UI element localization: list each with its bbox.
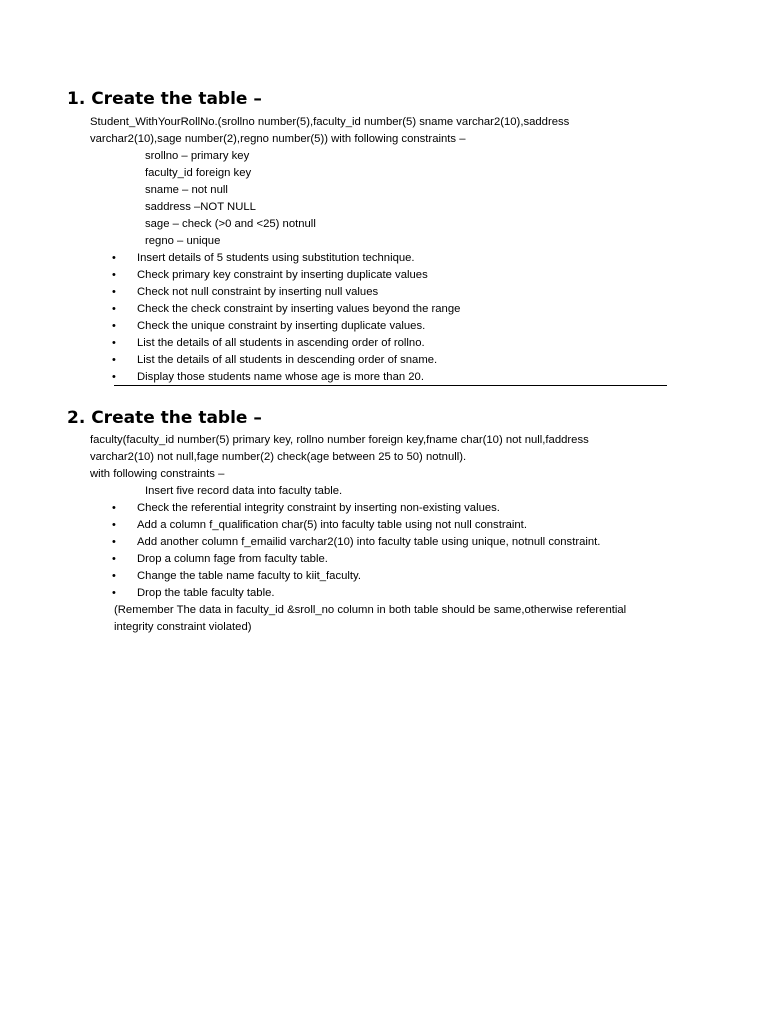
list-item: Add a column f_qualification char(5) into faculty table using not null constraint. — [137, 519, 527, 531]
bullet-icon: • — [112, 269, 116, 281]
note-line-1: (Remember The data in faculty_id &sroll_no column in both table should be same,otherwise referential — [114, 604, 627, 616]
constraint-item: srollno – primary key — [145, 150, 250, 162]
bullet-icon: • — [112, 502, 116, 514]
list-item: Drop the table faculty table. — [137, 587, 275, 599]
section-2-intro-line-2: varchar2(10) not null,fage number(2) check(age between 25 to 50) notnull). — [90, 451, 467, 463]
list-item: List the details of all students in descending order of sname. — [137, 354, 438, 366]
list-item: Display those students name whose age is more than 20. — [137, 371, 424, 383]
bullet-icon: • — [112, 286, 116, 298]
list-item: Check the referential integrity constraint by inserting non-existing values. — [137, 502, 500, 514]
section-2-heading: 2. Create the table – — [67, 408, 262, 428]
bullet-icon: • — [112, 320, 116, 332]
list-item: Check the unique constraint by inserting duplicate values. — [137, 320, 426, 332]
section-divider — [114, 385, 667, 386]
section-2-intro-line-1: faculty(faculty_id number(5) primary key, rollno number foreign key,fname char(10) not null,faddress — [90, 434, 589, 446]
constraint-item: faculty_id foreign key — [145, 167, 252, 179]
bullet-icon: • — [112, 536, 116, 548]
list-item: Insert details of 5 students using substitution technique. — [137, 252, 415, 264]
list-item: Drop a column fage from faculty table. — [137, 553, 328, 565]
bullet-icon: • — [112, 570, 116, 582]
constraint-item: sname – not null — [145, 184, 228, 196]
list-item: Check the check constraint by inserting values beyond the range — [137, 303, 461, 315]
list-item: Check primary key constraint by inserting duplicate values — [137, 269, 428, 281]
bullet-icon: • — [112, 337, 116, 349]
bullet-icon: • — [112, 519, 116, 531]
bullet-icon: • — [112, 354, 116, 366]
section-1-intro-line-1: Student_WithYourRollNo.(srollno number(5),faculty_id number(5) sname varchar2(10),saddress — [90, 116, 570, 128]
bullet-icon: • — [112, 587, 116, 599]
bullet-icon: • — [112, 252, 116, 264]
section-2-intro-line-3: with following constraints – — [90, 468, 225, 480]
bullet-icon: • — [112, 371, 116, 383]
bullet-icon: • — [112, 303, 116, 315]
constraint-item: saddress –NOT NULL — [145, 201, 256, 213]
section-1-intro-line-2: varchar2(10),sage number(2),regno number(5)) with following constraints – — [90, 133, 466, 145]
section-1-heading: 1. Create the table – — [67, 89, 262, 109]
list-item: Check not null constraint by inserting null values — [137, 286, 379, 298]
note-line-2: integrity constraint violated) — [114, 621, 252, 633]
indented-item: Insert five record data into faculty table. — [145, 485, 343, 497]
list-item: List the details of all students in ascending order of rollno. — [137, 337, 425, 349]
list-item: Add another column f_emailid varchar2(10) into faculty table using unique, notnull constraint. — [137, 536, 601, 548]
constraint-item: regno – unique — [145, 235, 221, 247]
constraint-item: sage – check (>0 and <25) notnull — [145, 218, 316, 230]
bullet-icon: • — [112, 553, 116, 565]
list-item: Change the table name faculty to kiit_faculty. — [137, 570, 361, 582]
